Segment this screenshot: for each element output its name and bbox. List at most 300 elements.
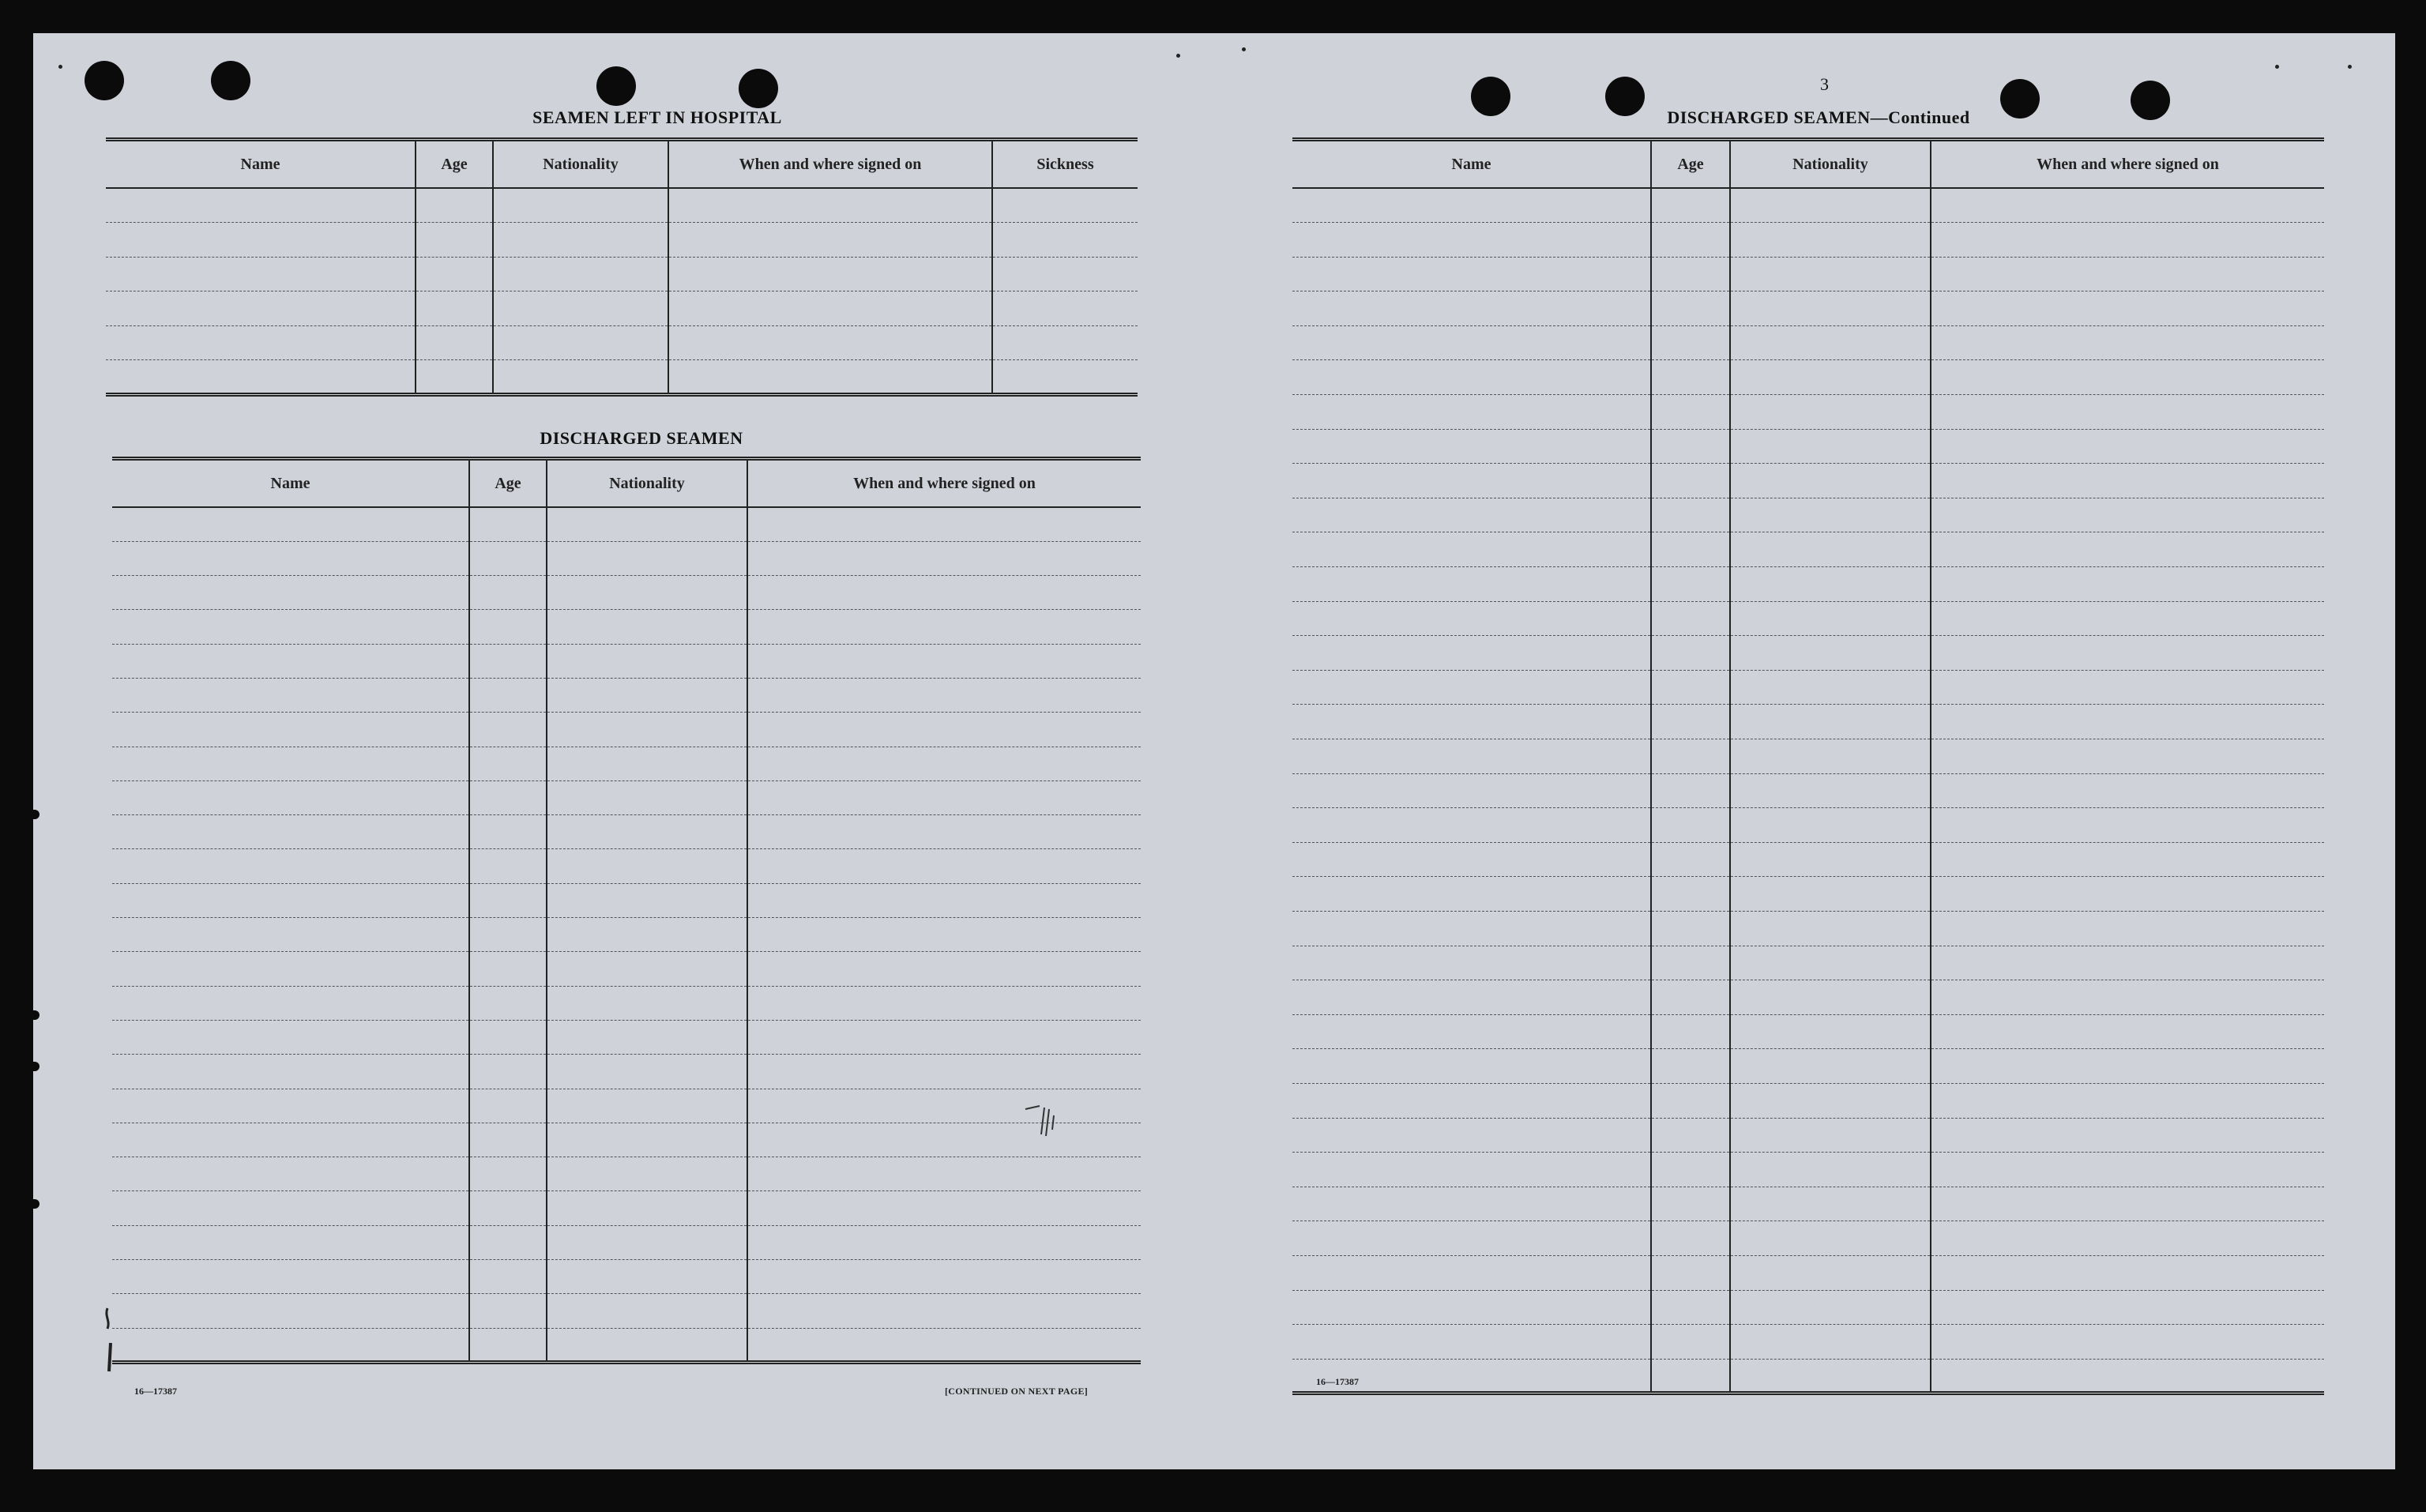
discharged-cell	[747, 1191, 1141, 1225]
punch-hole	[739, 69, 778, 108]
continued-cell	[1651, 223, 1730, 258]
discharged-row	[112, 1089, 1141, 1123]
discharged-cell	[469, 918, 547, 952]
discharged-cell	[112, 713, 469, 747]
continued-cell	[1730, 1153, 1931, 1187]
punch-hole	[85, 61, 124, 100]
discharged-cell	[747, 1294, 1141, 1328]
hospital-cell	[416, 360, 493, 395]
continued-cell	[1931, 223, 2324, 258]
continued-cell	[1931, 1049, 2324, 1084]
hospital-cell	[992, 360, 1138, 395]
discharged-cell	[547, 952, 747, 986]
discharged-cell	[469, 1191, 547, 1225]
continued-cell	[1730, 636, 1931, 671]
discharged-cell	[112, 747, 469, 780]
continued-cell	[1651, 291, 1730, 326]
continued-cell	[1931, 842, 2324, 877]
continued-cell	[1292, 1325, 1651, 1360]
continued-row	[1292, 1153, 2324, 1187]
discharged-row	[112, 1260, 1141, 1294]
continued-cell	[1292, 429, 1651, 464]
discharged-cell	[112, 780, 469, 814]
continued-cell	[1292, 911, 1651, 946]
continued-cell	[1730, 911, 1931, 946]
continued-cell	[1651, 1014, 1730, 1049]
hospital-cell	[493, 188, 668, 223]
discharged-col-name: Name	[112, 459, 469, 508]
continued-cell	[1292, 670, 1651, 705]
hospital-cell	[493, 291, 668, 326]
discharged-row	[112, 849, 1141, 883]
hospital-cell	[668, 291, 992, 326]
discharged-cell	[547, 1089, 747, 1123]
hospital-col-sickness: Sickness	[992, 140, 1138, 189]
continued-row	[1292, 1083, 2324, 1118]
discharged-cell	[547, 883, 747, 917]
continued-cell	[1292, 188, 1651, 223]
discharged-cell	[469, 610, 547, 644]
continued-cell	[1292, 395, 1651, 430]
continued-cell	[1651, 842, 1730, 877]
discharged-cell	[547, 678, 747, 712]
continued-cell	[1651, 1359, 1730, 1394]
continued-cell	[1730, 773, 1931, 808]
continued-cell	[1931, 1290, 2324, 1325]
continued-cell	[1292, 739, 1651, 774]
discharged-cell	[747, 780, 1141, 814]
continued-cell	[1931, 567, 2324, 602]
continued-cell	[1931, 1118, 2324, 1153]
discharged-row	[112, 1191, 1141, 1225]
discharged-cell	[747, 541, 1141, 575]
ink-speck	[2275, 65, 2279, 69]
continued-row	[1292, 946, 2324, 980]
discharged-cell	[469, 1123, 547, 1157]
continued-col-name: Name	[1292, 140, 1651, 189]
continued-cell	[1292, 360, 1651, 395]
discharged-cell	[547, 815, 747, 849]
discharged-row	[112, 1055, 1141, 1089]
continued-row	[1292, 257, 2324, 291]
continued-row	[1292, 464, 2324, 498]
continued-row	[1292, 429, 2324, 464]
ledger-sheet	[33, 33, 2395, 1469]
continued-cell	[1730, 1049, 1931, 1084]
continued-cell	[1730, 464, 1931, 498]
discharged-cell	[112, 1123, 469, 1157]
hospital-cell	[668, 223, 992, 258]
hospital-row	[106, 325, 1138, 360]
discharged-cell	[112, 1089, 469, 1123]
continued-cell	[1651, 601, 1730, 636]
discharged-row	[112, 1157, 1141, 1191]
hospital-section-title: SEAMEN LEFT IN HOSPITAL	[532, 107, 782, 127]
discharged-cell	[112, 1055, 469, 1089]
continued-row	[1292, 705, 2324, 739]
continued-cell	[1292, 601, 1651, 636]
continued-cell	[1730, 1014, 1931, 1049]
discharged-row	[112, 1328, 1141, 1362]
ink-speck	[2348, 65, 2352, 69]
continued-cell	[1931, 911, 2324, 946]
discharged-cell	[547, 986, 747, 1020]
discharged-row	[112, 1020, 1141, 1054]
discharged-row	[112, 952, 1141, 986]
continued-cell	[1651, 877, 1730, 912]
continued-cell	[1931, 877, 2324, 912]
hospital-cell	[106, 257, 416, 291]
continued-cell	[1730, 980, 1931, 1015]
continued-cell	[1730, 498, 1931, 532]
right-form-code: 16—17387	[1316, 1376, 1359, 1387]
continued-cell	[1651, 429, 1730, 464]
continued-cell	[1730, 1187, 1931, 1221]
discharged-cell	[547, 644, 747, 678]
discharged-cell	[469, 747, 547, 780]
continued-cell	[1730, 946, 1931, 980]
continued-cell	[1931, 670, 2324, 705]
continued-cell	[1931, 636, 2324, 671]
discharged-cell	[747, 1055, 1141, 1089]
continued-body	[1292, 188, 2324, 1394]
hospital-col-nationality: Nationality	[493, 140, 668, 189]
continued-cell	[1931, 1325, 2324, 1360]
discharged-cell	[547, 747, 747, 780]
stray-pencil-mark	[1024, 1103, 1071, 1142]
ink-speck	[1176, 54, 1180, 58]
discharged-cell	[469, 780, 547, 814]
discharged-cell	[747, 1123, 1141, 1157]
continued-cell	[1651, 739, 1730, 774]
hospital-cell	[106, 360, 416, 395]
ink-speck	[1242, 47, 1246, 51]
continued-cell	[1730, 395, 1931, 430]
continued-row	[1292, 188, 2324, 223]
discharged-cell	[747, 849, 1141, 883]
hospital-cell	[106, 291, 416, 326]
continued-cell	[1292, 532, 1651, 567]
discharged-row	[112, 780, 1141, 814]
discharged-cell	[469, 678, 547, 712]
discharged-cell	[112, 952, 469, 986]
discharged-cell	[547, 1020, 747, 1054]
continued-cell	[1730, 808, 1931, 843]
continued-cell	[1730, 670, 1931, 705]
continued-row	[1292, 498, 2324, 532]
discharged-cell	[747, 747, 1141, 780]
discharged-cell	[747, 713, 1141, 747]
continued-cell	[1931, 1359, 2324, 1394]
hospital-cell	[992, 223, 1138, 258]
discharged-header-row	[112, 459, 1141, 508]
continued-cell	[1651, 395, 1730, 430]
discharged-cell	[112, 986, 469, 1020]
continued-cell	[1292, 842, 1651, 877]
discharged-cell	[547, 507, 747, 541]
discharged-cell	[112, 1294, 469, 1328]
continued-cell	[1730, 1083, 1931, 1118]
continued-cell	[1292, 464, 1651, 498]
continued-cell	[1730, 360, 1931, 395]
hospital-cell	[493, 325, 668, 360]
continued-row	[1292, 291, 2324, 326]
continued-cell	[1730, 705, 1931, 739]
continued-header-row	[1292, 140, 2324, 189]
discharged-row	[112, 610, 1141, 644]
continued-cell	[1730, 1359, 1931, 1394]
continued-cell	[1730, 1290, 1931, 1325]
page-number: 3	[1820, 74, 1829, 94]
discharged-cell	[547, 1123, 747, 1157]
edge-notch	[33, 1062, 39, 1071]
discharged-cell	[747, 986, 1141, 1020]
discharged-cell	[747, 1157, 1141, 1191]
continued-cell	[1931, 773, 2324, 808]
punch-hole	[211, 61, 250, 100]
discharged-cell	[112, 849, 469, 883]
continued-row	[1292, 842, 2324, 877]
continued-cell	[1730, 291, 1931, 326]
continued-cell	[1651, 1255, 1730, 1290]
discharged-section-title: DISCHARGED SEAMEN	[540, 428, 743, 448]
continued-cell	[1931, 1153, 2324, 1187]
discharged-cell	[112, 918, 469, 952]
discharged-cell	[469, 1020, 547, 1054]
continued-cell	[1651, 257, 1730, 291]
continued-cell	[1730, 1221, 1931, 1256]
ink-speck	[58, 65, 62, 69]
discharged-cell	[747, 576, 1141, 610]
continued-cell	[1651, 1083, 1730, 1118]
continued-cell	[1292, 946, 1651, 980]
discharged-row	[112, 1123, 1141, 1157]
discharged-cell	[469, 1055, 547, 1089]
continued-cell	[1292, 636, 1651, 671]
hospital-cell	[493, 223, 668, 258]
continued-row	[1292, 670, 2324, 705]
discharged-cell	[112, 1191, 469, 1225]
continued-cell	[1931, 1221, 2324, 1256]
continued-cell	[1931, 808, 2324, 843]
punch-hole	[2131, 81, 2170, 120]
continued-cell	[1292, 1221, 1651, 1256]
discharged-cell	[547, 918, 747, 952]
continued-col-signed-on: When and where signed on	[1931, 140, 2324, 189]
continued-cell	[1651, 188, 1730, 223]
hospital-col-name: Name	[106, 140, 416, 189]
continued-cell	[1931, 257, 2324, 291]
discharged-cell	[547, 780, 747, 814]
continued-cell	[1931, 601, 2324, 636]
continued-cell	[1651, 946, 1730, 980]
continued-cell	[1931, 532, 2324, 567]
continued-cell	[1651, 773, 1730, 808]
discharged-cell	[547, 610, 747, 644]
continued-cell	[1651, 670, 1730, 705]
discharged-cell	[547, 1191, 747, 1225]
continued-row	[1292, 1187, 2324, 1221]
continued-cell	[1292, 567, 1651, 602]
discharged-cell	[547, 1328, 747, 1362]
edge-notch	[33, 1010, 39, 1020]
discharged-row	[112, 883, 1141, 917]
continued-cell	[1730, 532, 1931, 567]
continued-cell	[1292, 1083, 1651, 1118]
hospital-cell	[106, 223, 416, 258]
discharged-cell	[747, 918, 1141, 952]
hospital-cell	[668, 325, 992, 360]
continued-cell	[1651, 360, 1730, 395]
stray-pencil-mark	[103, 1305, 118, 1376]
discharged-cell	[547, 576, 747, 610]
discharged-cell	[747, 1225, 1141, 1259]
discharged-cell	[747, 883, 1141, 917]
continued-cell	[1651, 1290, 1730, 1325]
hospital-cell	[493, 360, 668, 395]
discharged-row	[112, 644, 1141, 678]
discharged-cell	[469, 1328, 547, 1362]
continued-cell	[1931, 291, 2324, 326]
discharged-cell	[112, 678, 469, 712]
continued-cell	[1730, 257, 1931, 291]
continued-cell	[1730, 429, 1931, 464]
continued-cell	[1931, 705, 2324, 739]
continued-row	[1292, 325, 2324, 360]
continued-row	[1292, 1255, 2324, 1290]
continued-row	[1292, 1118, 2324, 1153]
continued-row	[1292, 532, 2324, 567]
continued-cell	[1292, 1153, 1651, 1187]
continued-cell	[1931, 464, 2324, 498]
discharged-body	[112, 507, 1141, 1362]
discharged-cell	[469, 644, 547, 678]
discharged-col-age: Age	[469, 459, 547, 508]
continued-cell	[1292, 257, 1651, 291]
hospital-cell	[668, 257, 992, 291]
continued-cell	[1730, 1255, 1931, 1290]
continued-cell	[1730, 1118, 1931, 1153]
continued-cell	[1292, 291, 1651, 326]
continued-row	[1292, 980, 2324, 1015]
continued-cell	[1931, 946, 2324, 980]
discharged-row	[112, 1294, 1141, 1328]
discharged-cell	[112, 815, 469, 849]
continued-row	[1292, 773, 2324, 808]
discharged-cell	[112, 883, 469, 917]
discharged-cell	[747, 1020, 1141, 1054]
discharged-cell	[547, 849, 747, 883]
discharged-cell	[747, 1328, 1141, 1362]
discharged-cell	[469, 1089, 547, 1123]
hospital-cell	[416, 223, 493, 258]
hospital-cell	[992, 257, 1138, 291]
discharged-cell	[469, 576, 547, 610]
continued-row	[1292, 395, 2324, 430]
discharged-continued-suffix: —Continued	[1870, 107, 1970, 127]
discharged-row	[112, 713, 1141, 747]
discharged-cell	[469, 952, 547, 986]
continued-cell	[1931, 188, 2324, 223]
discharged-row	[112, 747, 1141, 780]
discharged-cell	[469, 849, 547, 883]
continued-cell	[1651, 567, 1730, 602]
discharged-cell	[469, 1260, 547, 1294]
continued-row	[1292, 1359, 2324, 1394]
continued-row	[1292, 601, 2324, 636]
punch-hole	[1471, 77, 1510, 116]
continued-cell	[1931, 980, 2324, 1015]
continued-row	[1292, 808, 2324, 843]
discharged-cell	[547, 713, 747, 747]
hospital-cell	[668, 188, 992, 223]
discharged-cell	[547, 1294, 747, 1328]
discharged-cell	[112, 1225, 469, 1259]
continued-row	[1292, 1221, 2324, 1256]
continued-row	[1292, 636, 2324, 671]
continued-cell	[1931, 1014, 2324, 1049]
punch-hole	[596, 66, 636, 106]
discharged-row	[112, 507, 1141, 541]
hospital-cell	[493, 257, 668, 291]
continued-row	[1292, 360, 2324, 395]
discharged-cell	[747, 644, 1141, 678]
continued-cell	[1931, 325, 2324, 360]
continued-row	[1292, 911, 2324, 946]
continued-cell	[1292, 773, 1651, 808]
hospital-table	[106, 137, 1138, 397]
continued-row	[1292, 739, 2324, 774]
continued-cell	[1292, 325, 1651, 360]
discharged-continued-title	[1518, 107, 2119, 128]
continued-cell	[1292, 1255, 1651, 1290]
continued-cell	[1292, 705, 1651, 739]
continued-row	[1292, 877, 2324, 912]
hospital-cell	[416, 325, 493, 360]
hospital-cell	[992, 291, 1138, 326]
continued-row	[1292, 567, 2324, 602]
discharged-cell	[747, 815, 1141, 849]
continued-cell	[1730, 223, 1931, 258]
discharged-row	[112, 815, 1141, 849]
continued-cell	[1292, 1049, 1651, 1084]
hospital-cell	[416, 291, 493, 326]
discharged-cell	[747, 1260, 1141, 1294]
discharged-cell	[747, 1089, 1141, 1123]
discharged-cell	[112, 541, 469, 575]
discharged-table	[112, 457, 1141, 1364]
discharged-cell	[112, 1157, 469, 1191]
discharged-continued-table	[1292, 137, 2324, 1395]
continued-cell	[1730, 842, 1931, 877]
continued-cell	[1292, 808, 1651, 843]
discharged-cell	[547, 1157, 747, 1191]
discharged-row	[112, 918, 1141, 952]
continued-cell	[1651, 532, 1730, 567]
continued-cell	[1931, 498, 2324, 532]
continued-col-nationality: Nationality	[1730, 140, 1931, 189]
hospital-cell	[992, 325, 1138, 360]
continued-cell	[1651, 1153, 1730, 1187]
continued-cell	[1730, 877, 1931, 912]
edge-notch	[33, 810, 39, 819]
hospital-row	[106, 291, 1138, 326]
discharged-col-nationality: Nationality	[547, 459, 747, 508]
discharged-cell	[112, 1328, 469, 1362]
hospital-cell	[668, 360, 992, 395]
continued-col-age: Age	[1651, 140, 1730, 189]
continued-row	[1292, 223, 2324, 258]
